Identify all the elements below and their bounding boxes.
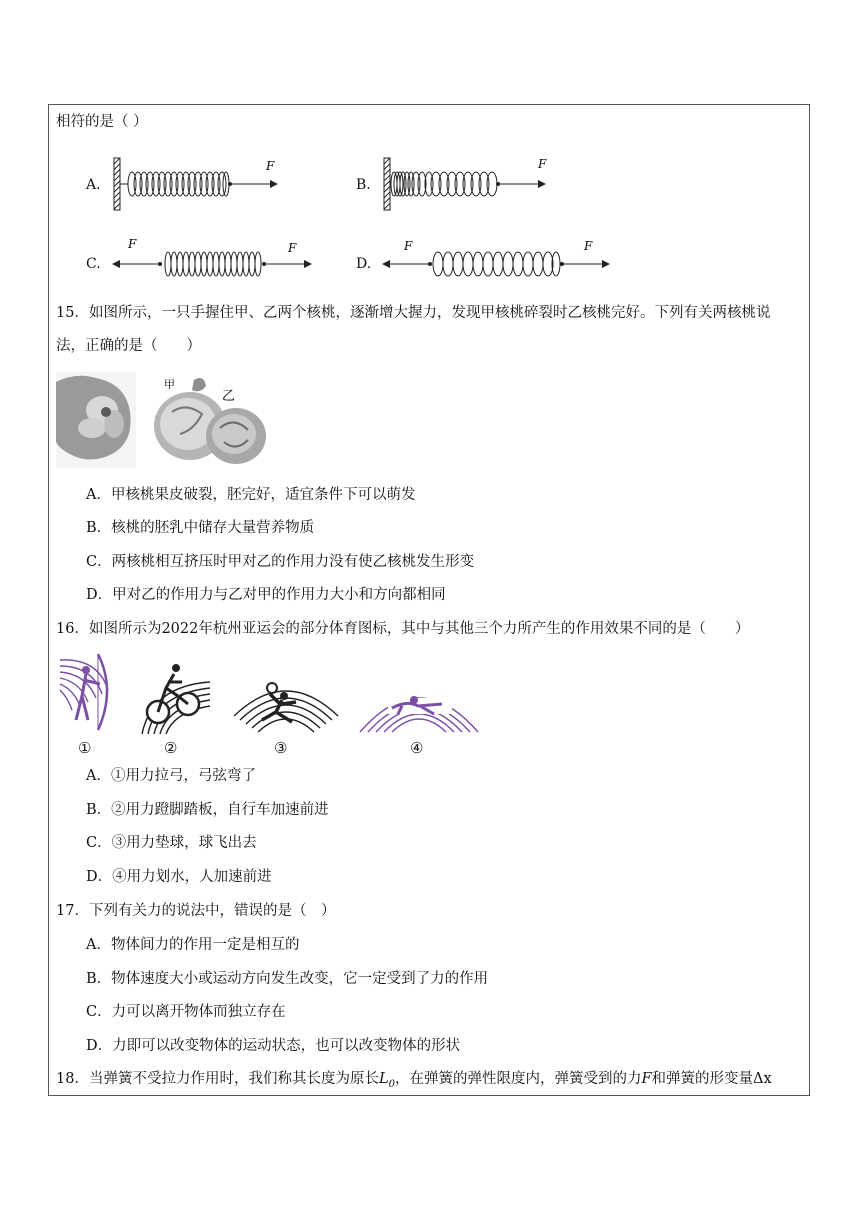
q14-option-b-label[interactable]: B. [356, 177, 371, 193]
force-label-c-left: F [128, 237, 137, 251]
q15-option-d[interactable]: D．甲对乙的作用力与乙对甲的作用力大小和方向都相同 [86, 587, 446, 603]
walnut-hand-figure [56, 372, 136, 468]
q15-option-c[interactable]: C．两核桃相互挤压时甲对乙的作用力没有使乙核桃发生形变 [86, 554, 475, 570]
spring-diagram-a [110, 156, 290, 212]
q17-option-b[interactable]: B．物体速度大小或运动方向发生改变，它一定受到了力的作用 [86, 971, 489, 987]
icon-number-2: ② [164, 739, 178, 757]
icon-number-3: ③ [274, 739, 288, 757]
icon-number-4: ④ [410, 739, 424, 757]
q14-tail: 相符的是（ ） [56, 114, 148, 130]
q14-option-d-label[interactable]: D. [356, 256, 372, 272]
q18-dx: Δx [753, 1071, 772, 1087]
spring-diagram-d [380, 236, 616, 286]
q17-stem: 17．下列有关力的说法中，错误的是（ ） [56, 903, 336, 919]
q16-option-b[interactable]: B．②用力蹬脚踏板，自行车加速前进 [86, 802, 329, 818]
walnut-label-yi: 乙 [222, 389, 236, 404]
walnut-pair-figure [150, 372, 270, 468]
q17-option-a[interactable]: A．物体间力的作用一定是相互的 [86, 937, 300, 953]
q15-option-a[interactable]: A．甲核桃果皮破裂，胚完好，适宜条件下可以萌发 [86, 487, 416, 503]
q15-option-b[interactable]: B．核桃的胚乳中储存大量营养物质 [86, 520, 315, 536]
swimming-icon [358, 678, 480, 734]
walnut-label-jia: 甲 [164, 378, 175, 391]
q18-stem-a: 18．当弹簧不受拉力作用时，我们称其长度为原长 [56, 1071, 379, 1087]
force-label-a: F [266, 159, 275, 173]
spring-diagram-b [380, 156, 560, 212]
q18-stem [56, 1069, 772, 1095]
q14-option-c-label[interactable]: C. [86, 256, 101, 272]
q15-stem-line2: 法，正确的是（ ） [56, 338, 201, 354]
q17-option-d[interactable]: D．力即可以改变物体的运动状态，也可以改变物体的形状 [86, 1038, 461, 1054]
q17-option-c[interactable]: C．力可以离开物体而独立存在 [86, 1004, 286, 1020]
q16-option-a[interactable]: A．①用力拉弓，弓弦弯了 [86, 768, 256, 784]
cycling-icon [138, 656, 214, 736]
q18-L0: L [378, 1071, 389, 1087]
q16-stem: 16．如图所示为2022年杭州亚运会的部分体育图标，其中与其他三个力所产生的作用效果不同的是（ ） [56, 621, 750, 637]
spring-diagram-c [110, 236, 320, 286]
q18-L0-sub: 0 [388, 1078, 395, 1090]
force-label-c-right: F [288, 241, 297, 255]
archery-icon [58, 650, 114, 736]
q18-stem-b: ，在弹簧的弹性限度内，弹簧受到的力 [394, 1071, 642, 1087]
q16-option-c[interactable]: C．③用力垫球，球飞出去 [86, 835, 257, 851]
q16-option-d[interactable]: D．④用力划水，人加速前进 [86, 869, 272, 885]
q14-option-a-label[interactable]: A. [86, 177, 101, 193]
q18-stem-c: 和弹簧的形变量 [651, 1071, 754, 1087]
q18-F: F [641, 1071, 652, 1087]
force-label-b: F [538, 157, 547, 171]
q15-stem-line1: 15．如图所示，一只手握住甲、乙两个核桃，逐渐增大握力，发现甲核桃碎裂时乙核桃完好。下列有关两核桃说 [56, 305, 771, 321]
icon-number-1: ① [78, 739, 92, 757]
volleyball-icon [232, 676, 340, 734]
force-label-d-right: F [584, 239, 593, 253]
force-label-d-left: F [404, 239, 413, 253]
